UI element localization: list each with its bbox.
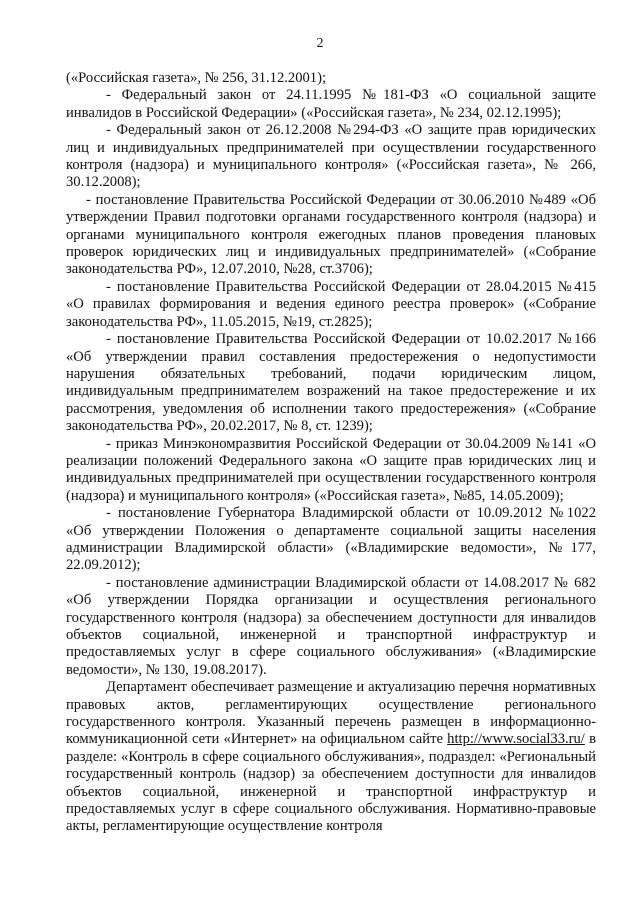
website-link[interactable]: http://www.social33.ru/ <box>447 731 585 748</box>
final-paragraph-text-end: в разделе: «Контроль в сфере социального обслуживания», подраздел: «Региональный государственный контроль (надзор) за обеспечением доступности для инвалидов объектов социальной, инженерной и транспортной инфраструктур и предоставляемых услуг в сфере социального обслуживания. Нормативно-правовые акты, регламентирующие осуществление контроля <box>66 731 596 835</box>
document-body <box>66 70 596 836</box>
list-item-government-decree-489: - постановление Правительства Российской Федерации от 30.06.2010 №489 «Об утверждении Правил подготовки органами государственного контроля (надзора) и органами муниципального контроля ежегодных планов проведения плановых проверок юридических лиц и индивидуальных предпринимателей» («Собрание законодательства РФ», 12.07.2010, №28, ст.3706); <box>66 191 596 278</box>
paragraph-continuation: («Российская газета», № 256, 31.12.2001); <box>66 70 327 86</box>
final-paragraph <box>66 679 596 836</box>
list-item-federal-law-181: - Федеральный закон от 24.11.1995 №181-ФЗ «О социальной защите инвалидов в Российской Федерации» («Российская газета», № 234, 02.12.1995); <box>66 87 596 121</box>
list-item-ministry-order-141: - приказ Минэкономразвития Российской Федерации от 30.04.2009 №141 «О реализации положений Федерального закона «О защите прав юридических лиц и индивидуальных предпринимателей при осуществлении государственного контроля (надзора) и муниципального контроля» («Российская газета», №85, 14.05.2009); <box>66 435 596 504</box>
final-paragraph-text-start: Департамент обеспечивает размещение и актуализацию перечня нормативных правовых актов, регламентирующих осуществление регионального государственного контроля. Указанный перечень размещен в информационно-коммуникационной сети «Интернет» на официальном сайте <box>66 679 596 748</box>
list-item-governor-decree-1022: - постановление Губернатора Владимирской области от 10.09.2012 №1022 «Об утверждении Положения о департаменте социальной защиты населения администрации Владимирской области» («Владимирские ведомости», №177, 22.09.2012); <box>66 505 596 574</box>
list-item-administration-decree-682: - постановление администрации Владимирской области от 14.08.2017 № 682 «Об утверждении Порядка организации и осуществления регионального государственного контроля (надзора) за обеспечением доступности для инвалидов объектов социальной, инженерной и транспортной инфраструктур и предоставляемых услуг в сфере социального обслуживания» («Владимирские ведомости», № 130, 19.08.2017). <box>66 574 596 678</box>
list-item-federal-law-294: - Федеральный закон от 26.12.2008 №294-ФЗ «О защите прав юридических лиц и индивидуальных предпринимателей при осуществлении государственного контроля (надзора) и муниципального контроля» («Российская газета», № 266, 30.12.2008); <box>66 122 596 191</box>
list-item-government-decree-415: - постановление Правительства Российской Федерации от 28.04.2015 №415 «О правилах формирования и ведения единого реестра проверок» («Собрание законодательства РФ», 11.05.2015, №19, ст.2825); <box>66 278 596 330</box>
page-number: 2 <box>316 36 324 51</box>
list-item-government-decree-166: - постановление Правительства Российской Федерации от 10.02.2017 №166 «Об утверждении правил составления предостережения о недопустимости нарушения обязательных требований, подачи юридическим лицом, индивидуальным предпринимателем возражений на такое предостережение и их рассмотрения, уведомления об исполнении такого предостережения» («Собрание законодательства РФ», 20.02.2017, № 8, ст. 1239); <box>66 331 596 435</box>
